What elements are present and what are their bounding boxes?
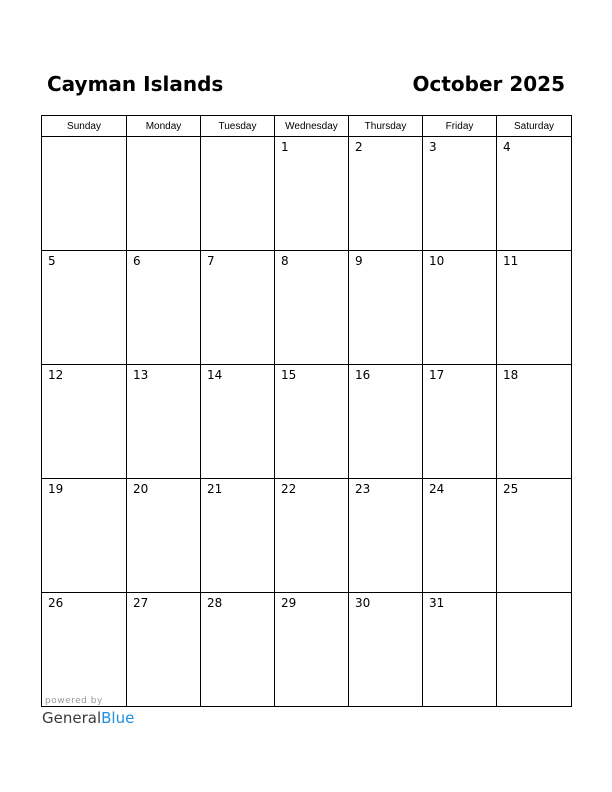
- footer-branding: [42, 696, 134, 728]
- day-cell: 28: [201, 593, 275, 707]
- day-cell: 13: [127, 365, 201, 479]
- weekday-thursday: Thursday: [349, 116, 423, 137]
- powered-by-text: powered by: [45, 696, 103, 706]
- day-cell: 12: [42, 365, 127, 479]
- day-cell: 17: [423, 365, 497, 479]
- day-cell: 27: [127, 593, 201, 707]
- day-cell: 9: [349, 251, 423, 365]
- day-cell: 18: [497, 365, 572, 479]
- day-cell: 11: [497, 251, 572, 365]
- day-cell: 24: [423, 479, 497, 593]
- day-cell: [497, 593, 572, 707]
- day-cell: 21: [201, 479, 275, 593]
- day-cell: 6: [127, 251, 201, 365]
- week-row-2: [42, 251, 572, 365]
- brand-general-text: General: [42, 709, 102, 727]
- day-cell: 23: [349, 479, 423, 593]
- week-row-1: [42, 137, 572, 251]
- weekday-wednesday: Wednesday: [275, 116, 349, 137]
- day-cell: 16: [349, 365, 423, 479]
- day-cell: 14: [201, 365, 275, 479]
- day-cell: [201, 137, 275, 251]
- day-cell: 20: [127, 479, 201, 593]
- calendar-grid: [41, 115, 572, 707]
- weekday-header-row: [42, 116, 572, 137]
- weekday-saturday: Saturday: [497, 116, 572, 137]
- day-cell: 7: [201, 251, 275, 365]
- brand-blue-text: Blue: [101, 709, 135, 727]
- calendar-month-title: October 2025: [412, 72, 565, 96]
- day-cell: [42, 137, 127, 251]
- day-cell: 26: [42, 593, 127, 707]
- day-cell: 8: [275, 251, 349, 365]
- day-cell: 10: [423, 251, 497, 365]
- generalblue-logo[interactable]: [42, 708, 134, 728]
- day-cell: 15: [275, 365, 349, 479]
- day-cell: 31: [423, 593, 497, 707]
- day-cell: 22: [275, 479, 349, 593]
- weekday-sunday: Sunday: [42, 116, 127, 137]
- calendar-country-title: Cayman Islands: [47, 72, 224, 96]
- weekday-tuesday: Tuesday: [201, 116, 275, 137]
- week-row-3: [42, 365, 572, 479]
- day-cell: 30: [349, 593, 423, 707]
- day-cell: 3: [423, 137, 497, 251]
- day-cell: 25: [497, 479, 572, 593]
- day-cell: [127, 137, 201, 251]
- week-row-5: [42, 593, 572, 707]
- day-cell: 19: [42, 479, 127, 593]
- day-cell: 5: [42, 251, 127, 365]
- day-cell: 1: [275, 137, 349, 251]
- weekday-monday: Monday: [127, 116, 201, 137]
- day-cell: 2: [349, 137, 423, 251]
- day-cell: 4: [497, 137, 572, 251]
- week-row-4: [42, 479, 572, 593]
- day-cell: 29: [275, 593, 349, 707]
- weekday-friday: Friday: [423, 116, 497, 137]
